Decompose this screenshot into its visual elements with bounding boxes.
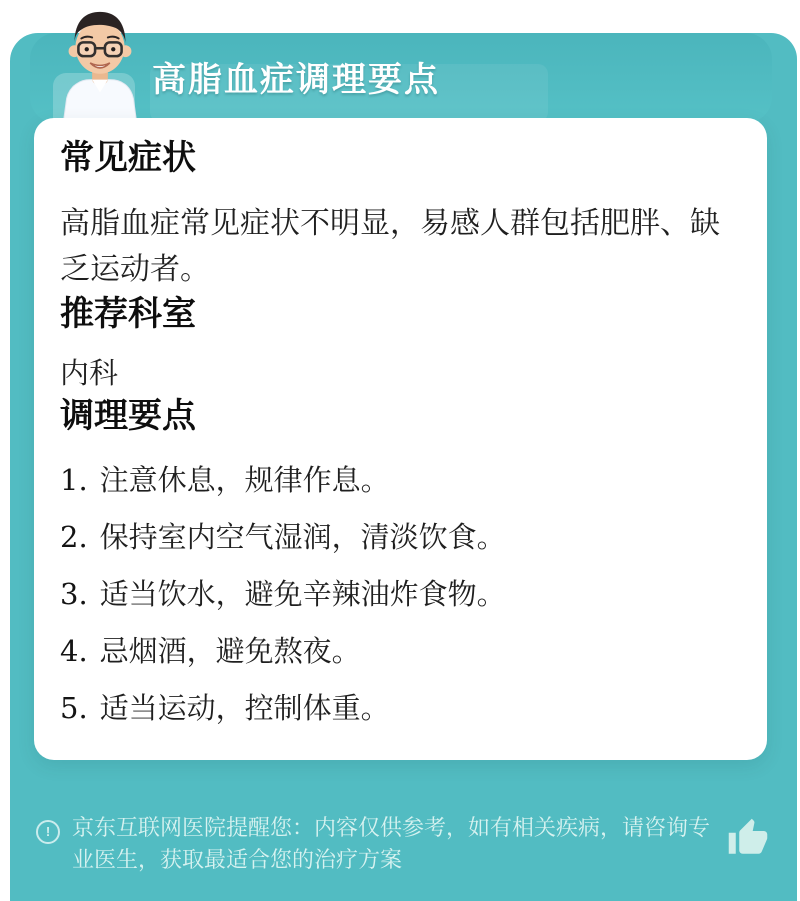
list-item-text: 注意休息，规律作息。 — [99, 464, 390, 497]
list-item-text: 适当运动，控制体重。 — [99, 693, 390, 726]
list-number: 5. — [60, 691, 88, 726]
list-item-text: 忌烟酒，避免熬夜。 — [99, 636, 361, 669]
section-heading-department: 推荐科室 — [60, 294, 196, 333]
list-item — [60, 632, 741, 672]
symptoms-text: 高脂血症常见症状不明显，易感人群包括肥胖、缺乏运动者。 — [60, 206, 720, 287]
section-heading-care-points: 调理要点 — [60, 397, 196, 436]
care-points-list — [60, 461, 741, 730]
list-item-text: 保持室内空气湿润，清淡饮食。 — [99, 522, 506, 555]
list-item-text: 适当饮水，避免辛辣油炸食物。 — [99, 579, 506, 612]
section-heading-symptoms: 常见症状 — [60, 139, 196, 177]
list-item — [60, 689, 741, 729]
list-item — [60, 518, 741, 558]
page-title: 高脂血症调理要点 — [152, 61, 440, 99]
list-number: 3. — [60, 577, 88, 612]
doctor-avatar — [46, 4, 154, 120]
thumbs-up-icon[interactable] — [727, 817, 769, 859]
list-number: 4. — [60, 634, 88, 669]
info-icon: ! — [36, 820, 60, 844]
list-item — [60, 461, 741, 501]
department-text: 内科 — [60, 357, 119, 390]
disclaimer-bar — [36, 812, 748, 876]
disclaimer-text: 京东互联网医院提醒您：内容仅供参考，如有相关疾病，请咨询专业医生，获取最适合您的治疗方案 — [72, 815, 711, 872]
list-item — [60, 575, 741, 615]
list-number: 1. — [60, 462, 88, 497]
list-number: 2. — [60, 520, 88, 555]
content-card — [34, 118, 767, 760]
